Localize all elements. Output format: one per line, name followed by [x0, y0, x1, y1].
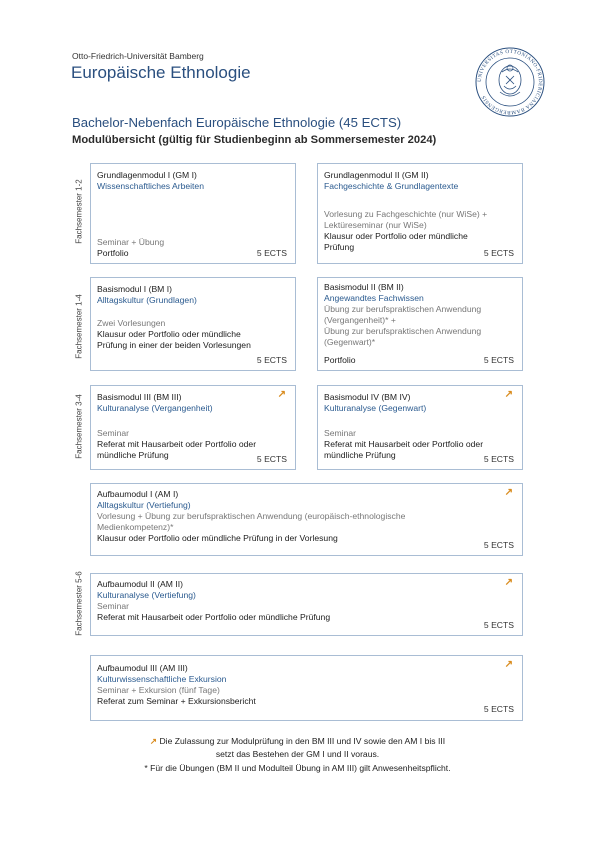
- module-am1: [90, 483, 523, 556]
- arrow-icon: ↗: [149, 736, 158, 746]
- page-subtitle: Modulübersicht (gültig für Studienbeginn ab Sommersemester 2024): [72, 134, 437, 146]
- module-ects: 5 ECTS: [256, 454, 287, 464]
- arrow-icon: ↗: [504, 389, 513, 400]
- module-form: Übung zur berufspraktischen Anwendung: [324, 304, 482, 314]
- module-subtitle: Kulturanalyse (Vertiefung): [97, 590, 196, 600]
- arrow-icon: ↗: [504, 659, 513, 670]
- module-name: Grundlagenmodul I (GM I): [97, 170, 197, 180]
- module-form: (Gegenwart)*: [324, 337, 376, 347]
- module-subtitle: Alltagskultur (Grundlagen): [97, 295, 197, 305]
- module-name: Basismodul III (BM III): [97, 392, 182, 402]
- arrow-icon: ↗: [277, 389, 286, 400]
- module-ects: 5 ECTS: [483, 704, 514, 714]
- footnote-line-1: Die Zulassung zur Modulprüfung in den BM III und IV sowie den AM I bis III: [159, 736, 446, 746]
- module-form: Zwei Vorlesungen: [97, 318, 166, 328]
- module-subtitle: Kulturanalyse (Vergangenheit): [97, 403, 213, 413]
- module-form: Übung zur berufspraktischen Anwendung: [324, 326, 482, 336]
- module-form: Seminar: [324, 428, 356, 438]
- module-gm1: [90, 163, 296, 264]
- module-form: (Vergangenheit)* +: [324, 315, 396, 325]
- footnote-attendance: * Für die Übungen (BM II und Modulteil Übung in AM III) gilt Anwesenheitspflicht.: [144, 763, 451, 773]
- footnote-admission: [60, 735, 535, 747]
- module-form: Seminar + Übung: [97, 237, 165, 247]
- module-exam: Klausur oder Portfolio oder mündliche: [324, 231, 468, 241]
- module-subtitle: Kulturwissenschaftliche Exkursion: [97, 674, 227, 684]
- footnote-admission-cont: setzt das Bestehen der GM I und II voraus.: [215, 749, 380, 759]
- module-form: Lektüreseminar (nur WiSe): [324, 220, 427, 230]
- module-am3: [90, 655, 523, 721]
- semester-label-1-2: Fachsemester 1-2: [74, 179, 84, 244]
- svg-text:UNIVERSITAS OTTONIANO-FRIDERIC: UNIVERSITAS OTTONIANO-FRIDERICIANA BAMBERGENSIS: [476, 48, 544, 116]
- module-bm3: [90, 385, 296, 470]
- module-ects: 5 ECTS: [256, 248, 287, 258]
- module-subtitle: Wissenschaftliches Arbeiten: [97, 181, 204, 191]
- module-subtitle: Fachgeschichte & Grundlagentexte: [324, 181, 459, 191]
- module-bm4: [317, 385, 523, 470]
- module-name: Basismodul IV (BM IV): [324, 392, 411, 402]
- module-ects: 5 ECTS: [483, 620, 514, 630]
- module-form: Vorlesung zu Fachgeschichte (nur WiSe) +: [324, 209, 488, 219]
- department-name: Europäische Ethnologie: [71, 63, 251, 82]
- module-subtitle: Alltagskultur (Vertiefung): [97, 500, 191, 510]
- module-name: Grundlagenmodul II (GM II): [324, 170, 429, 180]
- module-bm1: [90, 277, 296, 371]
- module-exam: Referat mit Hausarbeit oder Portfolio oder: [97, 439, 257, 449]
- module-gm2: [317, 163, 523, 264]
- module-exam: Referat mit Hausarbeit oder Portfolio oder mündliche Prüfung: [97, 612, 331, 622]
- module-exam: mündliche Prüfung: [97, 450, 169, 460]
- arrow-icon: ↗: [504, 487, 513, 498]
- university-name: Otto-Friedrich-Universität Bamberg: [72, 51, 204, 61]
- module-bm2: [317, 277, 523, 371]
- module-exam: Prüfung in einer der beiden Vorlesungen: [97, 340, 251, 350]
- arrow-icon: ↗: [504, 577, 513, 588]
- module-form: Medienkompetenz)*: [97, 522, 174, 532]
- module-form: Seminar + Exkursion (fünf Tage): [97, 685, 220, 695]
- page-title: Bachelor-Nebenfach Europäische Ethnologie (45 ECTS): [72, 115, 402, 130]
- university-seal-logo: [474, 46, 546, 118]
- module-exam: mündliche Prüfung: [324, 450, 396, 460]
- module-exam: Klausur oder Portfolio oder mündliche Prüfung in der Vorlesung: [97, 533, 338, 543]
- module-exam: Referat mit Hausarbeit oder Portfolio oder: [324, 439, 484, 449]
- semester-label-1-4: Fachsemester 1-4: [74, 294, 84, 359]
- module-subtitle: Kulturanalyse (Gegenwart): [324, 403, 427, 413]
- module-ects: 5 ECTS: [483, 355, 514, 365]
- module-form: Vorlesung + Übung zur berufspraktischen Anwendung (europäisch-ethnologische: [97, 511, 406, 521]
- module-form: Seminar: [97, 601, 129, 611]
- module-name: Aufbaumodul III (AM III): [97, 663, 188, 673]
- module-ects: 5 ECTS: [256, 355, 287, 365]
- module-exam: Portfolio: [324, 355, 356, 365]
- semester-label-3-4: Fachsemester 3-4: [74, 394, 84, 459]
- module-subtitle: Angewandtes Fachwissen: [324, 293, 424, 303]
- module-ects: 5 ECTS: [483, 540, 514, 550]
- module-exam: Referat zum Seminar + Exkursionsbericht: [97, 696, 256, 706]
- module-form: Seminar: [97, 428, 129, 438]
- module-exam: Portfolio: [97, 248, 129, 258]
- module-exam: Klausur oder Portfolio oder mündliche: [97, 329, 241, 339]
- module-am2: [90, 573, 523, 636]
- module-ects: 5 ECTS: [483, 248, 514, 258]
- module-name: Aufbaumodul II (AM II): [97, 579, 183, 589]
- module-exam: Prüfung: [324, 242, 355, 252]
- module-name: Basismodul I (BM I): [97, 284, 172, 294]
- module-ects: 5 ECTS: [483, 454, 514, 464]
- semester-label-5-6: Fachsemester 5-6: [74, 571, 84, 636]
- module-name: Basismodul II (BM II): [324, 282, 404, 292]
- module-name: Aufbaumodul I (AM I): [97, 489, 179, 499]
